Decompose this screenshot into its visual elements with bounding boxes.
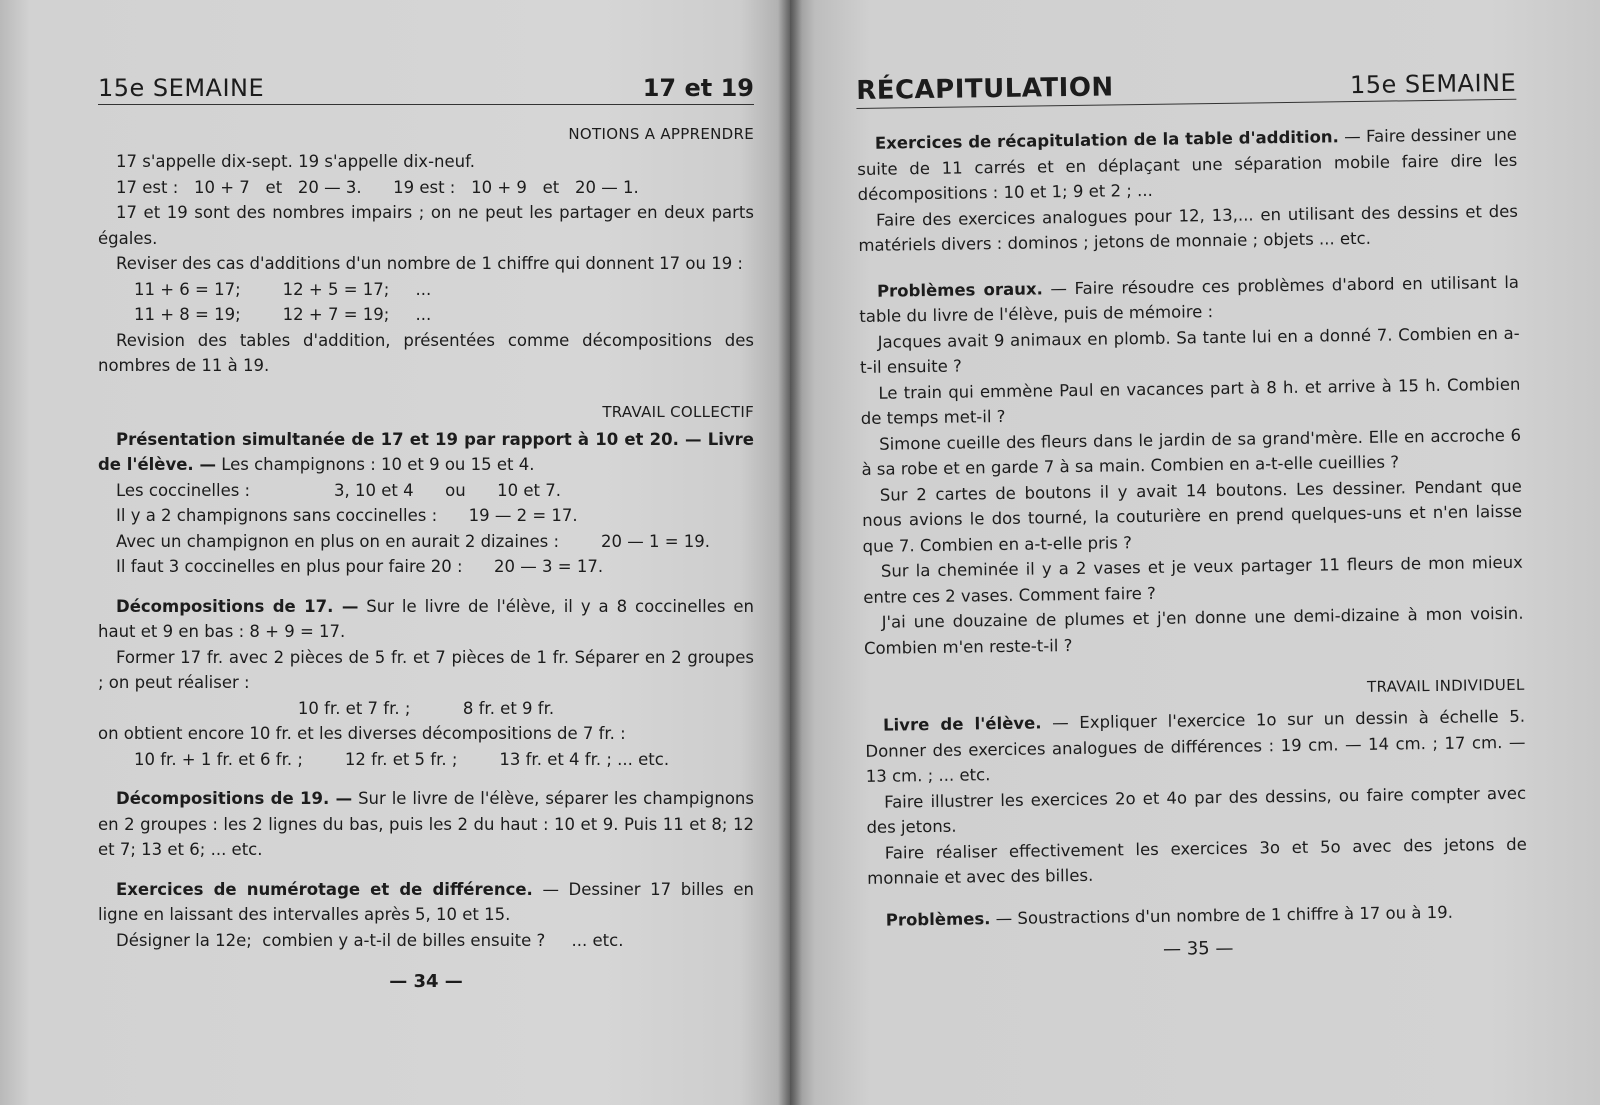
lesson-numbers: 17 et 19 [642, 74, 754, 102]
page-number: — 34 — [389, 971, 463, 992]
week-label: 15e SEMAINE [1349, 68, 1517, 100]
text-line: 10 fr. et 7 fr. ; 8 fr. et 9 fr. [297, 698, 555, 718]
paragraph-text: — Soustractions d'un nombre de 1 chiffre à 17 ou à 19. [990, 902, 1454, 928]
paragraph-heading: Problèmes. [885, 908, 991, 930]
text-line: on obtient encore 10 fr. et les diverses décompositions de 7 fr. : [98, 724, 626, 743]
right-page-content [856, 67, 1528, 964]
text-line: 10 fr. + 1 fr. et 6 fr. ; 12 fr. et 5 fr. ; 13 fr. et 4 fr. ; ... etc. [134, 749, 670, 769]
text-paragraph: Faire des exercices analogues pour 12, 13,... en utilisant des dessins et des matériels divers : dominos ; jetons de monnaie ; objets ... etc. [858, 201, 1519, 255]
paragraph-text: Sur le livre de l'élève, séparer les champignons en 2 groupes : les 2 lignes du bas, puis les 2 du haut : 10 et 9. Puis 11 et 8; 12 et 7; 13 et 6; ... etc. [98, 789, 754, 859]
text-line: Avec un champignon en plus on en aurait 2 dizaines : 20 — 1 = 19. [116, 531, 710, 551]
text-paragraph: Faire réaliser effectivement les exercices 3o et 5o avec des jetons de monnaie et avec des billes. [867, 834, 1527, 888]
paragraph-text: — Expliquer l'exercice 1o sur un dessin à échelle 5. Donner des exercices analogues de différences : 19 cm. — 14 cm. ; 17 cm. — 13 cm. ; ... etc. [865, 706, 1526, 786]
text-paragraph [868, 898, 1528, 933]
text-line: Les coccinelles : 3, 10 et 4 ou 10 et 7. [116, 480, 561, 500]
text-line: 17 s'appelle dix-sept. 19 s'appelle dix-neuf. [116, 152, 475, 171]
paragraph-text: — Dessiner 17 billes en ligne en laissant des intervalles après 5, 10 et 15. [98, 879, 754, 924]
right-page-header [856, 67, 1516, 109]
page-title: RÉCAPITULATION [856, 72, 1114, 106]
problem-text: Le train qui emmène Paul en vacances part à 8 h. et arrive à 15 h. Combien de temps met-il ? [860, 374, 1521, 428]
text-line: 17 est : 10 + 7 et 20 — 3. 19 est : 10 + 9 et 20 — 1. [116, 177, 639, 197]
text-paragraph [98, 786, 754, 863]
text-line: Reviser des cas d'additions d'un nombre de 1 chiffre qui donnent 17 ou 19 : [116, 254, 743, 273]
paragraph-heading: Exercices de récapitulation de la table d'addition. [874, 127, 1340, 153]
paragraph-text: Les champignons : 10 et 9 ou 15 et 4. [215, 455, 535, 474]
paragraph-heading: Problèmes oraux. [876, 278, 1043, 301]
paragraph-heading: Décompositions de 17. — [116, 596, 359, 616]
left-page [0, 0, 790, 1105]
text-paragraph: 17 et 19 sont des nombres impairs ; on ne peut les partager en deux parts égales. [98, 203, 754, 248]
left-page-content [98, 74, 754, 992]
paragraph-heading: Livre de l'élève. [882, 713, 1042, 735]
text-line: Désigner la 12e; combien y a-t-il de billes ensuite ? ... etc. [116, 930, 624, 950]
page-number: — 35 — [1162, 937, 1234, 960]
paragraph-heading: Présentation simultanée de 17 et 19 par rapport à 10 et 20. — Livre de l'élève. — [98, 429, 754, 474]
text-paragraph [98, 877, 754, 928]
problem-text: Jacques avait 9 animaux en plomb. Sa tante lui en a donné 7. Combien en a-t-il ensuite ? [859, 323, 1520, 377]
problem-text: J'ai une douzaine de plumes et j'en donne une demi-dizaine à mon voisin. Combien m'en reste-t-il ? [863, 603, 1524, 658]
section-heading-notions: NOTIONS A APPRENDRE [568, 125, 754, 143]
paragraph-heading: Décompositions de 19. — [116, 789, 353, 808]
equation-line: 11 + 6 = 17; 12 + 5 = 17; ... [134, 279, 432, 299]
text-paragraph [865, 704, 1526, 790]
text-paragraph: Revision des tables d'addition, présentées comme décompositions des nombres de 11 à 19. [98, 330, 754, 375]
text-line: Il y a 2 champignons sans coccinelles : 19 — 2 = 17. [116, 506, 578, 525]
text-paragraph: Faire illustrer les exercices 2o et 4o par des dessins, ou faire compter avec des jetons. [866, 783, 1527, 837]
text-paragraph: Former 17 fr. avec 2 pièces de 5 fr. et 7 pièces de 1 fr. Séparer en 2 groupes ; on peut réaliser : [98, 647, 754, 692]
text-line: Il faut 3 coccinelles en plus pour faire 20 : 20 — 3 = 17. [116, 557, 604, 576]
paragraph-text: — Faire résoudre ces problèmes d'abord en utilisant la table du livre de l'élève, puis de mémoire : [859, 272, 1520, 326]
section-heading-individuel: TRAVAIL INDIVIDUEL [1366, 675, 1525, 696]
equation-line: 11 + 8 = 19; 12 + 7 = 19; ... [134, 305, 432, 324]
problem-text: Simone cueille des fleurs dans le jardin de sa grand'mère. Elle en accroche 6 à sa robe et en garde 7 à sa main. Combien en a-t-elle cueillies ? [861, 425, 1522, 479]
text-paragraph [857, 122, 1518, 208]
book-gutter [778, 0, 802, 1105]
text-paragraph [98, 427, 754, 478]
section-heading-collectif: TRAVAIL COLLECTIF [602, 402, 754, 421]
left-page-header [98, 74, 754, 105]
paragraph-text: Sur le livre de l'élève, il y a 8 coccinelles en haut et 9 en bas : 8 + 9 = 17. [98, 596, 755, 641]
paragraph-heading: Exercices de numérotage et de différence. [116, 879, 533, 899]
problem-text: Sur 2 cartes de boutons il y avait 14 boutons. Les dessiner. Pendant que nous avions le dos tourné, la couturière en prend quelques-uns et n'en laisse que 7. Combien en a-t-elle pris ? [862, 476, 1523, 556]
paragraph-text: — Faire dessiner une suite de 11 carrés et en déplaçant une séparation mobile faire dire les décompositions : 10 et 1; 9 et 2 ; ... [857, 124, 1518, 204]
right-page [790, 0, 1600, 1105]
week-label: 15e SEMAINE [98, 74, 265, 102]
text-paragraph [859, 269, 1520, 329]
problem-text: Sur la cheminée il y a 2 vases et je veux partager 11 fleurs de mon mieux entre ces 2 vases. Comment faire ? [863, 552, 1523, 607]
text-paragraph [98, 594, 754, 645]
